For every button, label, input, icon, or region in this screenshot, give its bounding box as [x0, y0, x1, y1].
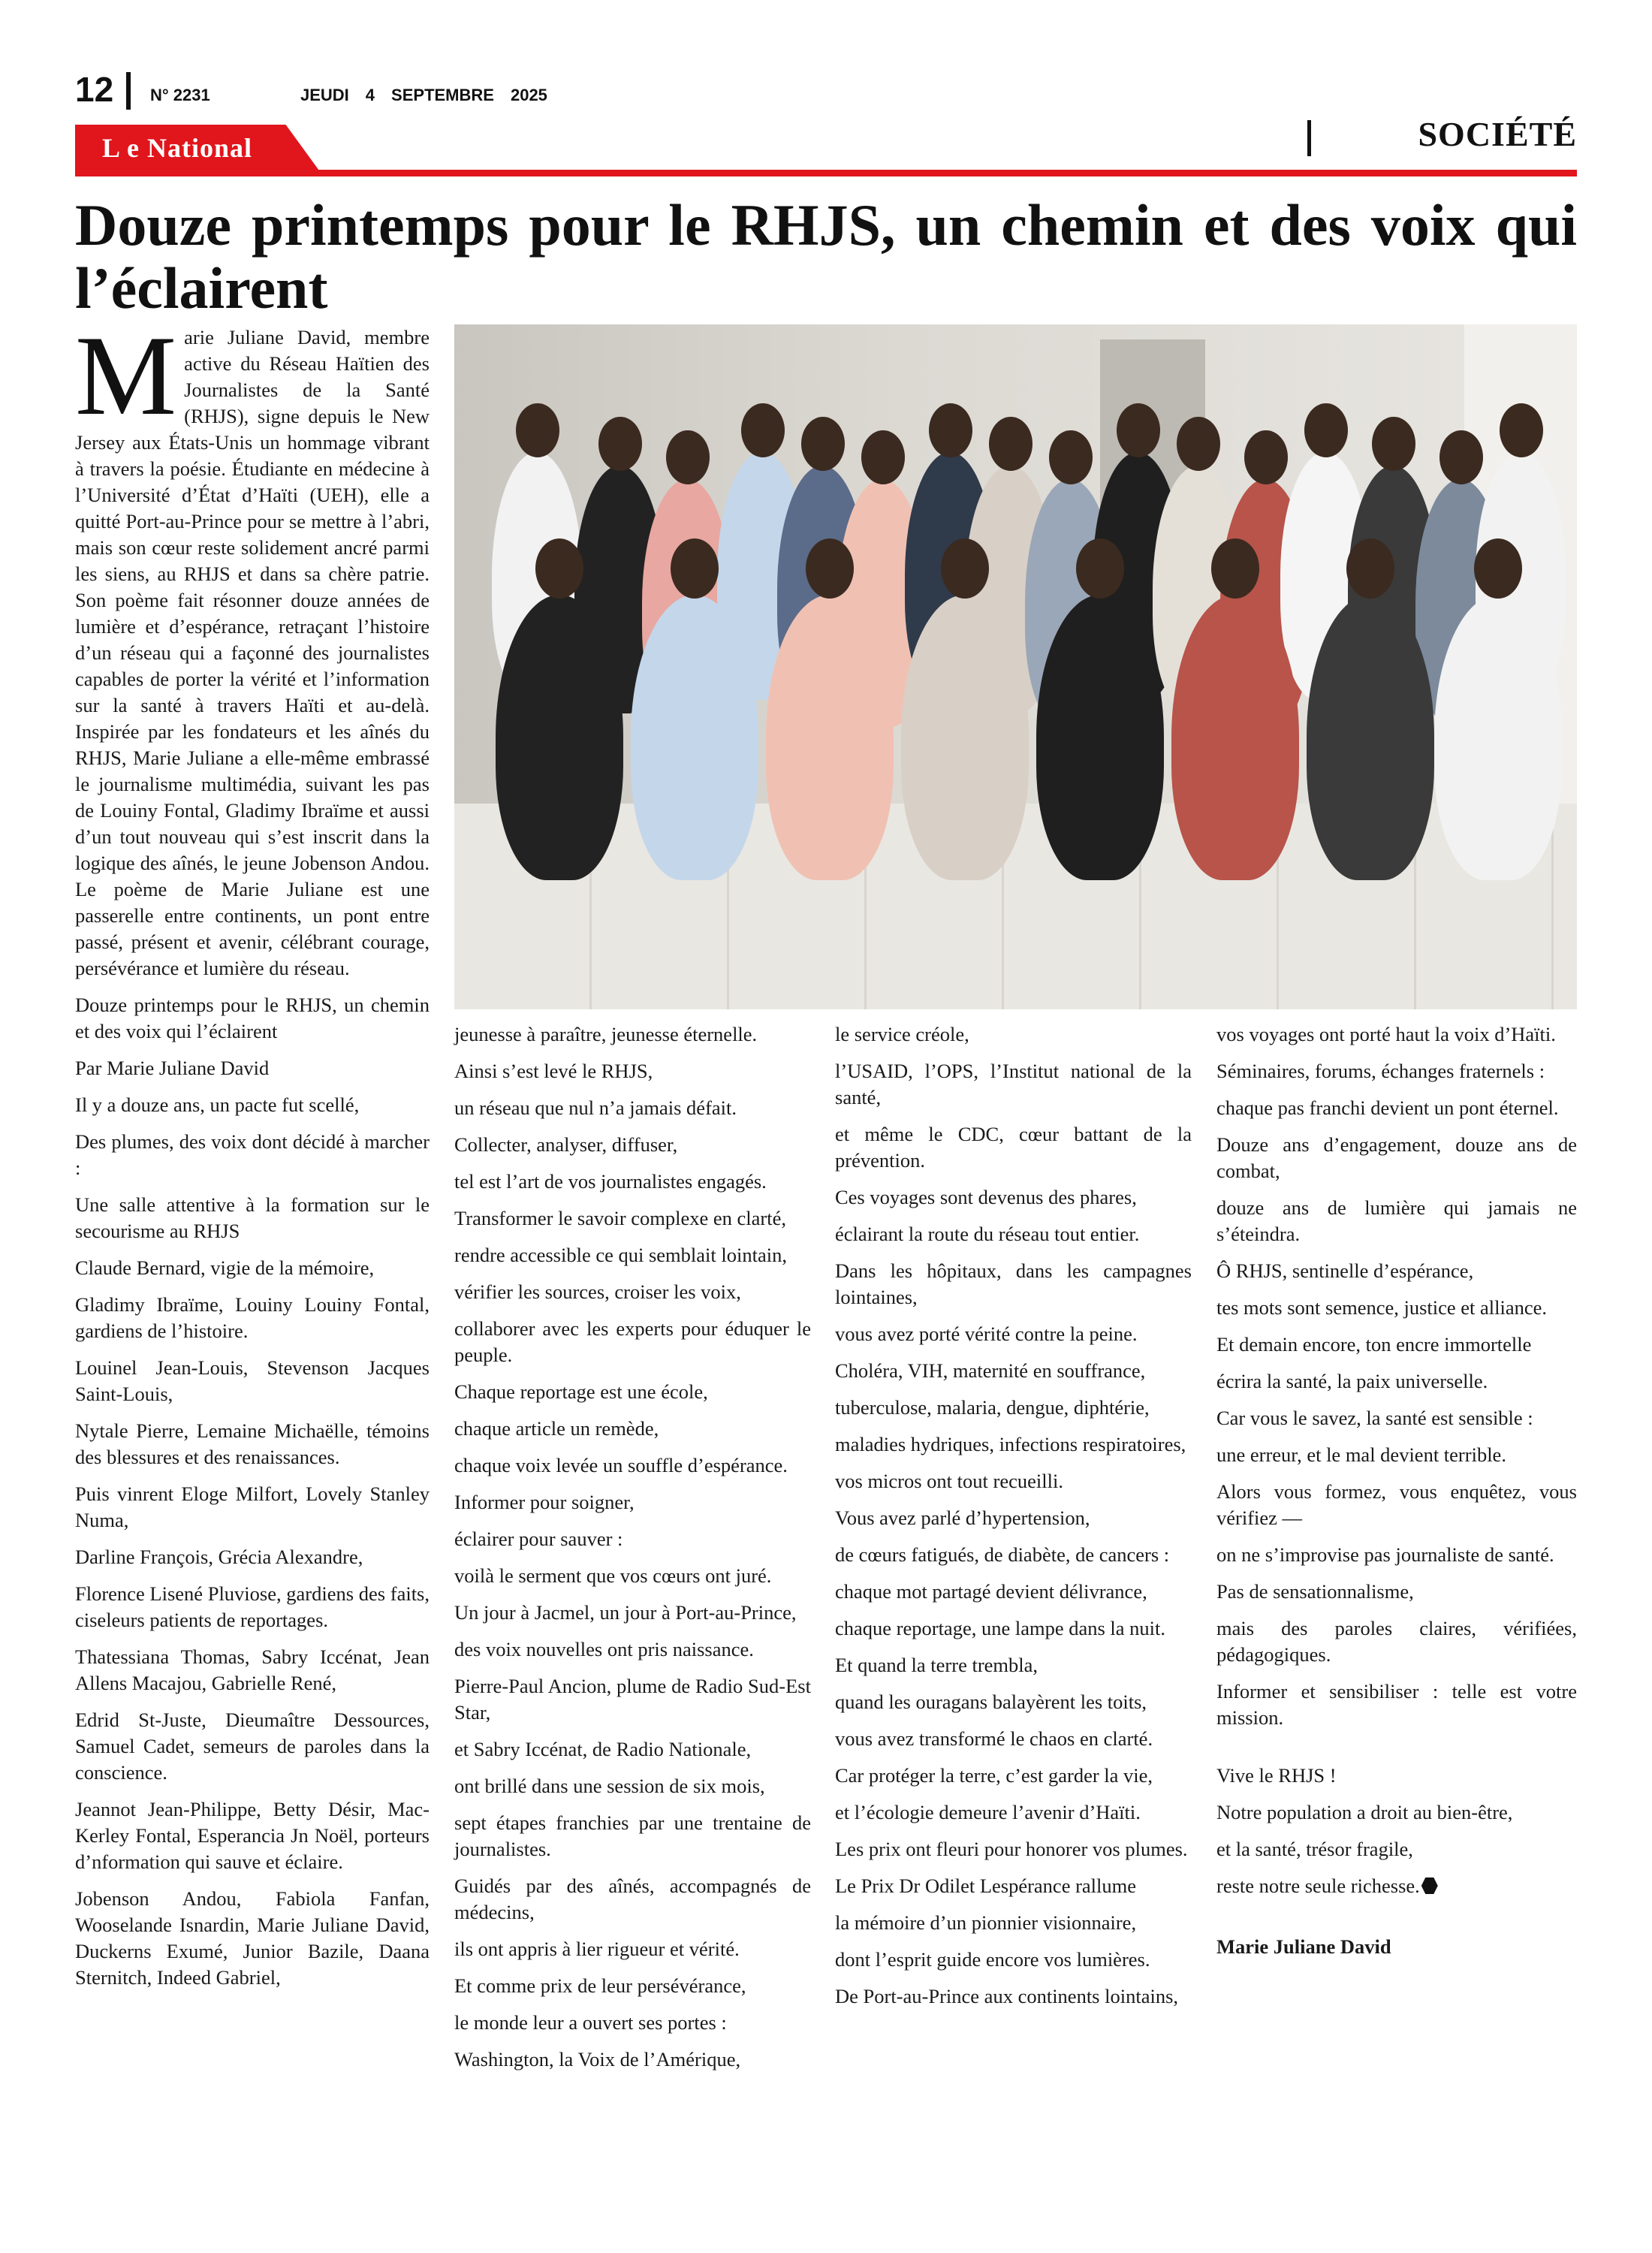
poem-line: tuberculose, malaria, dengue, diphtérie, [835, 1396, 1150, 1419]
poem-line: chaque article un remède, [454, 1417, 659, 1440]
poem-line: quand les ouragans balayèrent les toits, [835, 1691, 1147, 1713]
poem-line: reste notre seule richesse. [1216, 1873, 1577, 1899]
poem-line: Car protéger la terre, c’est garder la vie, [835, 1764, 1153, 1787]
photo-figure-head [1500, 403, 1543, 457]
poem-line: maladies hydriques, infections respiratoires, [835, 1433, 1186, 1455]
section-label: SOCIÉTÉ [1418, 115, 1577, 153]
poem-line: collaborer avec les experts pour éduquer le peuple. [454, 1317, 811, 1366]
poem-line: Notre population a droit au bien-être, [1216, 1801, 1513, 1823]
poem-closing [1216, 1763, 1577, 1899]
poem-line: ils ont appris à lier rigueur et vérité. [454, 1938, 740, 1960]
poem-line: Transformer le savoir complexe en clarté, [454, 1207, 786, 1229]
poem-line: Claude Bernard, vigie de la mémoire, [75, 1256, 375, 1279]
date-day: JEUDI [300, 86, 349, 104]
photo-figure-head [1076, 538, 1124, 599]
photo-figure [496, 595, 623, 880]
poem-line: Une salle attentive à la formation sur le secourisme au RHJS [75, 1193, 430, 1242]
poem-line: Pas de sensationnalisme, [1216, 1580, 1414, 1603]
poem-line: Ô RHJS, sentinelle d’espérance, [1216, 1259, 1474, 1282]
poem-line: chaque voix levée un souffle d’espérance. [454, 1454, 788, 1476]
poem-line: Collecter, analyser, diffuser, [454, 1133, 678, 1156]
photo-figure-head [1177, 417, 1220, 471]
photo-figure [1434, 595, 1562, 880]
poem-line: et l’écologie demeure l’avenir d’Haïti. [835, 1801, 1141, 1823]
photo-figure-head [941, 538, 989, 599]
poem-line: chaque pas franchi devient un pont éternel. [1216, 1096, 1559, 1119]
poem-line: Par Marie Juliane David [75, 1057, 270, 1079]
poem-line: le service créole, [835, 1023, 969, 1045]
poem-line: et la santé, trésor fragile, [1216, 1838, 1413, 1860]
photo-figure-head [1211, 538, 1259, 599]
poem-line: Guidés par des aînés, accompagnés de médecins, [454, 1874, 811, 1923]
issue-date [300, 86, 564, 105]
poem-line: la mémoire d’un pionnier visionnaire, [835, 1911, 1137, 1934]
poem-line: Darline François, Grécia Alexandre, [75, 1546, 363, 1568]
drop-cap: M [75, 312, 177, 439]
poem-line: Il y a douze ans, un pacte fut scellé, [75, 1093, 360, 1116]
poem-part-2 [454, 1021, 811, 2073]
photo-figure-head [1372, 417, 1415, 471]
header-divider [126, 72, 131, 110]
photo-figure-head [598, 417, 642, 471]
poem-line: vous avez porté vérité contre la peine. [835, 1323, 1138, 1345]
issue-number: N° 2231 [150, 86, 210, 104]
photo-figure-head [666, 430, 710, 484]
poem-line: vos voyages ont porté haut la voix d’Haïti. [1216, 1023, 1556, 1045]
poem-line: douze ans de lumière qui jamais ne s’éteindra. [1216, 1196, 1577, 1245]
newspaper-logo: L e National [102, 133, 253, 163]
poem-line: un réseau que nul n’a jamais défait. [454, 1096, 737, 1119]
poem-line: Dans les hôpitaux, dans les campagnes lointaines, [835, 1259, 1192, 1308]
photo-figure [631, 595, 758, 880]
poem-line: Informer et sensibiliser : telle est votre mission. [1216, 1680, 1577, 1729]
poem-line: Gladimy Ibraïme, Louiny Louiny Fontal, gardiens de l’histoire. [75, 1293, 430, 1342]
poem-line: Puis vinrent Eloge Milfort, Lovely Stanley Numa, [75, 1482, 430, 1531]
poem-line: et même le CDC, cœur battant de la prévention. [835, 1123, 1192, 1172]
poem-line: chaque reportage, une lampe dans la nuit. [835, 1617, 1166, 1639]
poem-line: Des plumes, des voix dont décidé à marcher : [75, 1130, 430, 1179]
group-photo [454, 324, 1577, 1009]
photo-figure-head [1346, 538, 1394, 599]
poem-line: Nytale Pierre, Lemaine Michaëlle, témoins des blessures et des renaissances. [75, 1419, 430, 1468]
column-3 [835, 1021, 1192, 2020]
header-rule [75, 170, 1577, 176]
poem-part-3 [835, 1021, 1192, 2010]
poem-line: vous avez transformé le chaos en clarté. [835, 1727, 1153, 1750]
poem-line: on ne s’improvise pas journaliste de santé. [1216, 1543, 1554, 1566]
poem-line: l’USAID, l’OPS, l’Institut national de la santé, [835, 1060, 1192, 1108]
article-intro [75, 312, 430, 982]
end-mark-icon [1421, 1878, 1438, 1894]
poem-line: écrira la santé, la paix universelle. [1216, 1370, 1488, 1392]
photo-figure [766, 595, 894, 880]
poem-line: Jeannot Jean-Philippe, Betty Désir, Mac-Kerley Fontal, Esperancia Jn Noël, porteurs d’nformation qui sauve et éclaire. [75, 1798, 430, 1873]
poem-line: Le Prix Dr Odilet Lespérance rallume [835, 1874, 1137, 1897]
poem-line: Douze printemps pour le RHJS, un chemin et des voix qui l’éclairent [75, 994, 430, 1042]
photo-figure-head [1049, 430, 1093, 484]
poem-line: Car vous le savez, la santé est sensible : [1216, 1407, 1533, 1429]
poem-line: Et comme prix de leur persévérance, [454, 1974, 746, 1997]
column-1 [75, 312, 430, 2001]
poem-line: une erreur, et le mal devient terrible. [1216, 1443, 1506, 1466]
poem-line: Vous avez parlé d’hypertension, [835, 1507, 1090, 1529]
poem-line: et Sabry Iccénat, de Radio Nationale, [454, 1738, 752, 1760]
poem-line: Jobenson Andou, Fabiola Fanfan, Wooselande Isnardin, Marie Juliane David, Duckerns Exumé, Junior Bazile, Daana Sternitch, Indeed Gabriel, [75, 1887, 430, 1989]
photo-figure-head [1474, 538, 1522, 599]
poem-line: Vive le RHJS ! [1216, 1764, 1337, 1787]
section-divider [1307, 120, 1311, 156]
poem-line: Chaque reportage est une école, [454, 1380, 708, 1403]
poem-line: Séminaires, forums, échanges fraternels : [1216, 1060, 1545, 1082]
poem-line: éclairer pour sauver : [454, 1528, 623, 1550]
poem-line: Ainsi s’est levé le RHJS, [454, 1060, 653, 1082]
photo-figure [1171, 595, 1299, 880]
poem-line: de cœurs fatigués, de diabète, de cancers : [835, 1543, 1170, 1566]
poem-line: mais des paroles claires, vérifiées, pédagogiques. [1216, 1617, 1577, 1666]
photo-figure [1036, 595, 1164, 880]
photo-figure-head [1244, 430, 1288, 484]
poem-line: rendre accessible ce qui semblait lointain, [454, 1244, 787, 1266]
poem-line: Un jour à Jacmel, un jour à Port-au-Prince, [454, 1601, 797, 1624]
poem-line: ont brillé dans une session de six mois, [454, 1775, 765, 1797]
poem-line: le monde leur a ouvert ses portes : [454, 2011, 727, 2034]
photo-figure-head [1117, 403, 1160, 457]
page-number: 12 [75, 70, 114, 109]
photo-figure-head [929, 403, 972, 457]
photo-figure-head [535, 538, 583, 599]
poem-line: tel est l’art de vos journalistes engagés. [454, 1170, 767, 1193]
poem-line: sept étapes franchies par une trentaine de journalistes. [454, 1811, 811, 1860]
poem-part-4 [1216, 1021, 1577, 1731]
poem-line: éclairant la route du réseau tout entier. [835, 1223, 1140, 1245]
photo-figure-head [516, 403, 559, 457]
photo-figure-head [861, 430, 905, 484]
poem-line: Pierre-Paul Ancion, plume de Radio Sud-Est Star, [454, 1675, 811, 1724]
poem-line: Florence Lisené Pluviose, gardiens des faits, ciseleurs patients de reportages. [75, 1582, 430, 1631]
poem-line: Louinel Jean-Louis, Stevenson Jacques Saint-Louis, [75, 1356, 430, 1405]
intro-text: arie Juliane David, membre active du Réseau Haïtien des Journalistes de la Santé (RHJS), signe depuis le New Jersey aux États-Unis un hommage vibrant à travers la poésie. Étudiante en médecine à l’Université d’État d’Haïti (UEH), elle a quitté Port-au-Prince pour se mettre à l’abri, mais son cœur reste solidement ancré parmi les siens, au RHJS et dans sa chère patrie. Son poème fait résonner douze années de lumière et d’espérance, retraçant l’histoire d’un réseau qui a façonné des journalistes capables de porter la vérité et l’information sur la santé à travers Haïti et au-delà. Inspirée par les fondateurs et les aînés du RHJS, Marie Juliane a elle-même embrassé le journalisme multimédia, suivant les pas de Louiny Fontal, Gladimy Ibraïme et aussi d’un tout nouveau qui s’est inscrit dans la logique des aînés, le jeune Jobenson Andou. Le poème de Marie Juliane est une passerelle entre continents, un pont entre passé, présent et avenir, célébrant courage, persévérance et lumière du réseau. [75, 326, 430, 979]
photo-figure [1307, 595, 1434, 880]
date-num: 4 [365, 86, 375, 104]
poem-line: De Port-au-Prince aux continents lointains, [835, 1985, 1179, 2007]
poem-line: Edrid St-Juste, Dieumaître Dessources, Samuel Cadet, semeurs de paroles dans la conscience. [75, 1709, 430, 1784]
photo-figure-head [741, 403, 785, 457]
photo-figure-head [671, 538, 719, 599]
author-signature: Marie Juliane David [1216, 1935, 1391, 1958]
poem-line: Et quand la terre trembla, [835, 1654, 1039, 1676]
column-2 [454, 1021, 811, 2083]
poem-line: Douze ans d’engagement, douze ans de combat, [1216, 1133, 1577, 1182]
poem-line: Informer pour soigner, [454, 1491, 635, 1513]
poem-line: Les prix ont fleuri pour honorer vos plumes. [835, 1838, 1188, 1860]
poem-line: Thatessiana Thomas, Sabry Iccénat, Jean Allens Macajou, Gabrielle René, [75, 1645, 430, 1694]
poem-line: des voix nouvelles ont pris naissance. [454, 1638, 754, 1660]
poem-line: voilà le serment que vos cœurs ont juré. [454, 1564, 772, 1587]
poem-line: dont l’esprit guide encore vos lumières. [835, 1948, 1150, 1971]
poem-part-1 [75, 992, 430, 1991]
poem-line: vos micros ont tout recueilli. [835, 1470, 1063, 1492]
poem-line: Alors vous formez, vous enquêtez, vous vérifiez — [1216, 1480, 1577, 1529]
poem-line: Ces voyages sont devenus des phares, [835, 1186, 1137, 1208]
poem-line: vérifier les sources, croiser les voix, [454, 1280, 741, 1303]
poem-line: chaque mot partagé devient délivrance, [835, 1580, 1147, 1603]
photo-figure-head [1304, 403, 1348, 457]
poem-line: jeunesse à paraître, jeunesse éternelle. [454, 1023, 758, 1045]
poem-line: Washington, la Voix de l’Amérique, [454, 2048, 741, 2071]
poem-line: tes mots sont semence, justice et alliance. [1216, 1296, 1548, 1319]
date-month: SEPTEMBRE [391, 86, 494, 104]
photo-figure-head [801, 417, 845, 471]
column-4 [1216, 1021, 1577, 1971]
photo-figure-head [1439, 430, 1483, 484]
photo-figure [901, 595, 1029, 880]
date-year: 2025 [510, 86, 547, 104]
photo-figure-head [989, 417, 1032, 471]
article-title: Douze printemps pour le RHJS, un chemin et des voix qui l’éclairent [75, 192, 1577, 321]
poem-line: Choléra, VIH, maternité en souffrance, [835, 1359, 1146, 1382]
photo-figure-head [806, 538, 854, 599]
poem-line: Et demain encore, ton encre immortelle [1216, 1333, 1532, 1356]
